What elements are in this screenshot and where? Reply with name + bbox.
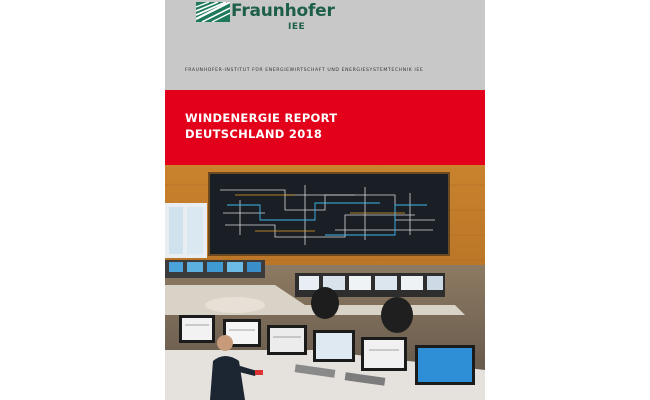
title-band <box>165 90 485 165</box>
fraunhofer-logo-icon <box>196 2 230 22</box>
report-title <box>185 110 337 142</box>
report-cover <box>165 0 485 400</box>
logo-brand-text: Fraunhofer <box>231 1 335 21</box>
institute-name: FRAUNHOFER-INSTITUT FÜR ENERGIEWIRTSCHAFT UND ENERGIESYSTEMTECHNIK IEE <box>185 68 424 73</box>
report-title-line2: DEUTSCHLAND 2018 <box>185 127 323 141</box>
cover-header <box>165 0 485 90</box>
fraunhofer-logo <box>182 0 335 34</box>
logo-unit-text: IEE <box>288 22 306 32</box>
report-title-line1: WINDENERGIE REPORT <box>185 111 338 125</box>
control-room-image <box>165 165 485 400</box>
